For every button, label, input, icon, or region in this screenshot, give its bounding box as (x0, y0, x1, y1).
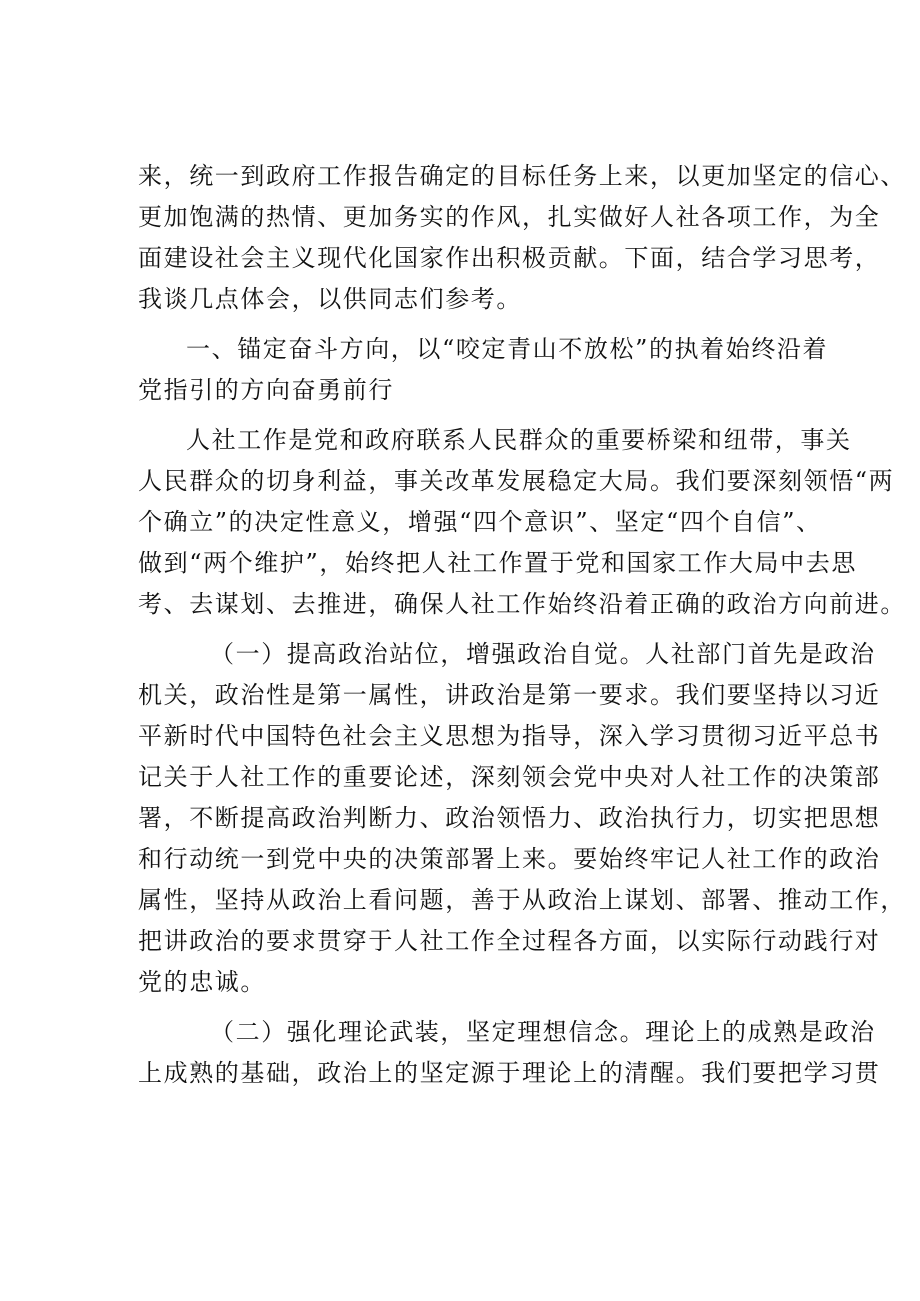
heading-line: 党指引的方向奋勇前行 (138, 376, 394, 404)
text-line: 记关于人社工作的重要论述，深刻领会党中央对人社工作的决策部 (138, 763, 881, 791)
text-line: 个确立”的决定性意义，增强“四个意识”、坚定“四个自信”、 (138, 508, 822, 536)
text-line: 平新时代中国特色社会主义思想为指导，深入学习贯彻习近平总书 (138, 722, 881, 750)
section-heading-1 (138, 329, 829, 411)
intro-continuation-paragraph (138, 156, 906, 320)
text-line: 机关，政治性是第一属性，讲政治是第一要求。我们要坚持以习近 (138, 681, 881, 709)
subheading-line: （二）强化理论武装，坚定理想信念。理论上的成熟是政治 (210, 1018, 876, 1046)
text-line: 上成熟的基础，政治上的坚定源于理论上的清醒。我们要把学习贯 (138, 1059, 881, 1087)
text-line: 和行动统一到党中央的决策部署上来。要始终牢记人社工作的政治 (138, 845, 881, 873)
text-line: 人社工作是党和政府联系人民群众的重要桥梁和纽带，事关 (186, 426, 852, 454)
subheading-line: （一）提高政治站位，增强政治自觉。人社部门首先是政治 (210, 640, 876, 668)
text-line: 更加饱满的热情、更加务实的作风，扎实做好人社各项工作，为全 (138, 203, 881, 231)
text-line: 来，统一到政府工作报告确定的目标任务上来，以更加坚定的信心、 (138, 162, 906, 190)
text-line: 面建设社会主义现代化国家作出积极贡献。下面，结合学习思考， (138, 244, 881, 272)
text-line: 署，不断提高政治判断力、政治领悟力、政治执行力，切实把思想 (138, 804, 881, 832)
text-line: 党的忠诚。 (138, 968, 266, 996)
document-body (138, 156, 906, 1094)
heading-line: 一、锚定奋斗方向，以“咬定青山不放松”的执着始终沿着 (186, 335, 829, 363)
text-line: 我谈几点体会，以供同志们参考。 (138, 285, 522, 313)
text-line: 做到“两个维护”，始终把人社工作置于党和国家工作大局中去思 (138, 549, 857, 577)
text-line: 属性，坚持从政治上看问题，善于从政治上谋划、部署、推动工作， (138, 886, 906, 914)
text-line: 人民群众的切身利益，事关改革发展稳定大局。我们要深刻领悟“两 (138, 467, 895, 495)
text-line: 把讲政治的要求贯穿于人社工作全过程各方面，以实际行动践行对 (138, 927, 881, 955)
subsection-2-paragraph (138, 1012, 881, 1094)
subsection-1-paragraph (138, 634, 906, 1003)
text-line: 考、去谋划、去推进，确保人社工作始终沿着正确的政治方向前进。 (138, 590, 906, 618)
section-1-body-paragraph (138, 420, 906, 625)
